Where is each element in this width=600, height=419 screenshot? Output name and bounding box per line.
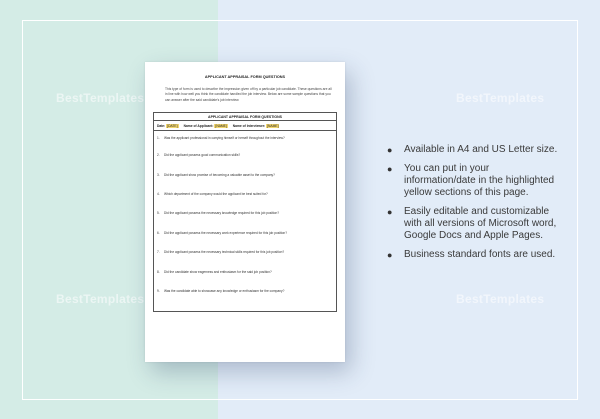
question-item	[157, 148, 333, 167]
question-text: Did the applicant show promise of becoming a valuable asset to the company?	[164, 172, 275, 177]
question-text: Did the applicant possess the necessary work experience required for this job position?	[164, 230, 287, 235]
question-number: 8.	[157, 269, 160, 274]
question-text: Did the applicant possess the necessary technical skills required for this job position?	[164, 250, 285, 255]
question-item	[157, 187, 333, 206]
question-text: Was the candidate able to showcase any knowledge or enthusiasm for the company?	[164, 288, 285, 293]
date-field	[157, 124, 179, 128]
watermark: BestTemplates	[456, 91, 545, 105]
question-number: 7.	[157, 250, 160, 255]
appraisal-table	[153, 112, 337, 312]
bullet-icon: ●	[387, 250, 393, 260]
question-item	[157, 168, 333, 187]
question-number: 9.	[157, 288, 160, 293]
interviewer-label: Name of Interviewer:	[232, 123, 266, 128]
date-label: Date:	[157, 123, 166, 128]
question-number: 2.	[157, 153, 160, 158]
question-number: 3.	[157, 172, 160, 177]
feature-text: Business standard fonts are used.	[404, 249, 556, 260]
question-number: 4.	[157, 192, 160, 196]
field-row	[154, 121, 336, 131]
document-preview	[145, 62, 345, 362]
document-title: APPLICANT APPRAISAL FORM QUESTIONS	[204, 75, 286, 79]
feature-text: Easily editable and customizable with all versions of Microsoft word, Google Docs and Apple Pages.	[404, 206, 557, 241]
question-item	[157, 133, 333, 148]
bullet-icon: ●	[387, 207, 393, 217]
feature-list	[387, 144, 559, 268]
interviewer-placeholder: [NAME]	[267, 123, 279, 128]
question-item	[157, 284, 333, 303]
question-number: 1.	[157, 136, 160, 141]
feature-item	[387, 206, 559, 242]
question-list	[154, 131, 336, 311]
feature-item	[387, 249, 559, 261]
feature-item	[387, 163, 559, 199]
interviewer-field	[233, 124, 280, 128]
bullet-icon: ●	[387, 164, 393, 174]
question-text: Did the candidate show eagerness and enthusiasm for the said job position?	[164, 269, 272, 274]
question-item	[157, 206, 333, 225]
question-text: Was the applicant professional in carrying himself or herself throughout the interview?	[164, 136, 285, 141]
question-item	[157, 265, 333, 284]
question-number: 5.	[157, 211, 160, 216]
watermark: BestTemplates	[56, 292, 145, 306]
question-text: Which department of the company would the applicant be best suited for?	[164, 192, 268, 196]
applicant-label: Name of Applicant:	[183, 123, 214, 128]
bullet-icon: ●	[387, 145, 393, 155]
question-item	[157, 226, 333, 245]
feature-item	[387, 144, 559, 156]
table-heading: APPLICANT APPRAISAL FORM QUESTIONS	[154, 113, 336, 121]
question-item	[157, 245, 333, 264]
question-text: Did the applicant possess good communication skills?	[164, 153, 241, 158]
document-intro: This type of form is used to describe the impression given off by a particular job candidate. These questions are all in line with how well you think the candidate handled the job interview. Below are some sample questions that you can answer after the said candidate's job interview.	[165, 87, 332, 102]
feature-text: You can put in your information/date in the highlighted yellow sections of this page.	[404, 163, 555, 198]
watermark: BestTemplates	[56, 91, 145, 105]
applicant-placeholder: [NAME]	[215, 123, 227, 128]
date-placeholder: [DATE]	[167, 123, 178, 128]
feature-text: Available in A4 and US Letter size.	[404, 144, 558, 155]
watermark: BestTemplates	[456, 292, 545, 306]
question-text: Did the applicant possess the necessary knowledge required for this job position?	[164, 211, 279, 216]
applicant-field	[184, 124, 228, 128]
question-number: 6.	[157, 230, 160, 235]
